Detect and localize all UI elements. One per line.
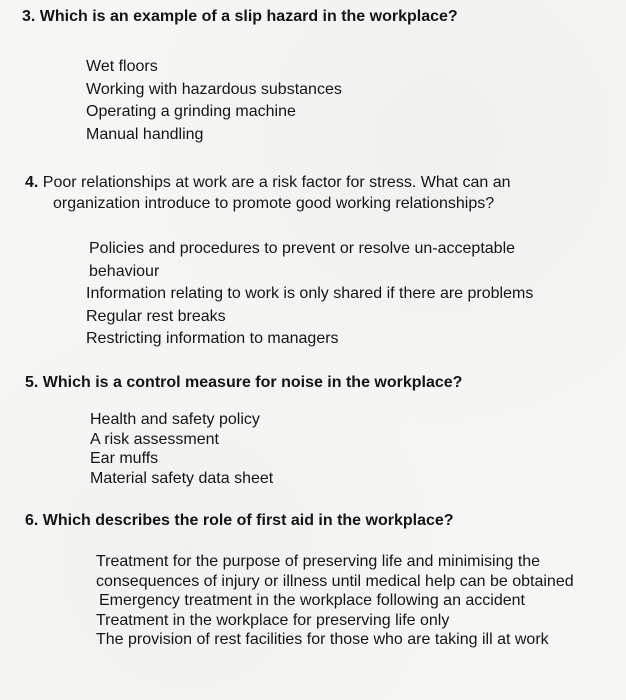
option: Information relating to work is only shared if there are problems	[86, 285, 534, 302]
option: Ear muffs	[90, 450, 159, 467]
option: Treatment in the workplace for preserving life only	[96, 611, 450, 629]
question-3-options	[86, 56, 342, 146]
question-6-title	[25, 511, 454, 531]
option: Restricting information to managers	[86, 330, 339, 347]
question-3-title	[22, 7, 458, 27]
question-5-text: Which is a control measure for noise in the workplace?	[42, 374, 463, 391]
option: Treatment for the purpose of preserving life and minimising the consequences of injury or illness until medical help can be obtained	[96, 553, 574, 590]
option: Material safety data sheet	[90, 469, 274, 487]
option: Working with hazardous substances	[86, 80, 342, 98]
question-6-text: Which describes the role of first aid in the workplace?	[42, 512, 454, 529]
option: A risk assessment	[90, 430, 219, 448]
question-4-text-line1: Poor relationships at work are a risk factor for stress. What can an	[42, 174, 511, 191]
question-6-options	[96, 552, 596, 650]
option: The provision of rest facilities for those who are taking ill at work	[96, 631, 549, 648]
question-4-title	[25, 172, 511, 214]
option: Wet floors	[86, 58, 158, 75]
question-5-options	[90, 410, 273, 488]
option: Manual handling	[86, 125, 204, 143]
question-5-title	[25, 373, 462, 393]
option: Emergency treatment in the workplace following an accident	[99, 592, 525, 609]
question-3-text: Which is an example of a slip hazard in the workplace?	[39, 8, 458, 25]
question-4-text-line2: organization introduce to promote good working relationships?	[53, 195, 495, 212]
question-4-options	[86, 238, 549, 351]
question-3-number: 3.	[22, 8, 36, 25]
option: Operating a grinding machine	[86, 103, 296, 120]
option: Health and safety policy	[90, 411, 260, 428]
option: Policies and procedures to prevent or resolve un-acceptable behaviour	[89, 240, 516, 280]
question-6-number: 6.	[25, 512, 39, 529]
question-5-number: 5.	[25, 374, 39, 391]
option: Regular rest breaks	[86, 307, 226, 325]
question-4-number: 4.	[25, 174, 39, 191]
